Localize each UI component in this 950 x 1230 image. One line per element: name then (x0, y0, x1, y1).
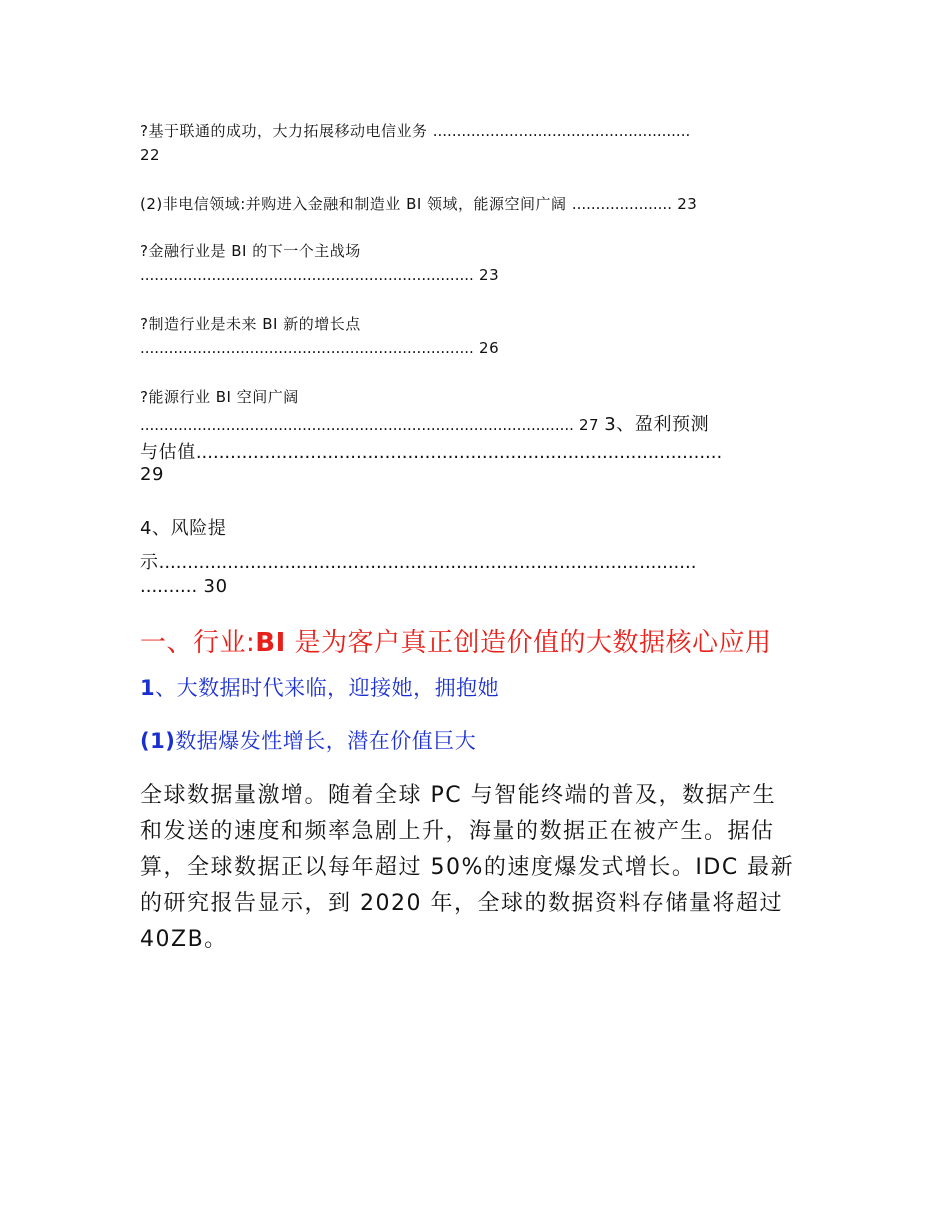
toc-entry-6[interactable]: 3、盈利预测 (604, 414, 710, 435)
toc-leader-line (140, 339, 499, 357)
toc-entry-6-cont (140, 438, 722, 464)
heading-text: 、大数据时代来临，迎接她，拥抱她 (155, 676, 500, 700)
heading-number: 1 (140, 676, 156, 700)
toc-entry-7[interactable]: 4、风险提 (140, 518, 227, 539)
toc-entry-1[interactable] (140, 120, 690, 141)
toc-leader-dots: ........................................................................................... (140, 416, 574, 434)
toc-leader-dots: ...................................................... (432, 122, 691, 140)
toc-leader-line (140, 266, 499, 284)
section-heading-1 (140, 622, 772, 659)
toc-page-number: 22 (140, 146, 161, 164)
toc-leader-dots: .............................................................................................. (158, 552, 697, 573)
toc-entry-4[interactable]: ?制造行业是未来 BI 新的增长点 (140, 315, 361, 333)
section-heading-3 (140, 725, 476, 755)
body-paragraph (140, 778, 820, 958)
toc-page-number: 29 (140, 464, 165, 485)
heading-prefix: 一、行业: (140, 628, 256, 658)
toc-entry-text: (2)非电信领域:并购进入金融和制造业 BI 领域，能源空间广阔 (140, 195, 567, 213)
section-heading-2 (140, 672, 499, 702)
heading-number: (1) (140, 729, 176, 753)
toc-entry-7-cont (140, 548, 696, 574)
paragraph-line: 40ZB。 (140, 927, 228, 952)
toc-entry-3[interactable]: ?金融行业是 BI 的下一个主战场 (140, 242, 361, 260)
toc-leader-dots: ..................... (571, 195, 672, 213)
toc-leader-dots: .......... (140, 576, 198, 597)
toc-page-number: 27 (579, 416, 600, 434)
toc-page-number: 23 (479, 266, 500, 284)
paragraph-line: 和发送的速度和频率急剧上升，海量的数据正在被产生。据估 (140, 819, 775, 844)
paragraph-line: 的研究报告显示，到 2020 年，全球的数据资料存储量将超过 (140, 891, 783, 916)
toc-leader-dots: ............................................................................................ (195, 442, 723, 463)
paragraph-line: 全球数据量激增。随着全球 PC 与智能终端的普及，数据产生 (140, 783, 777, 808)
heading-text: 数据爆发性增长，潜在价值巨大 (175, 729, 477, 753)
toc-entry-text: 示 (140, 552, 159, 573)
toc-page-number: 30 (203, 576, 228, 597)
toc-entry-text: 与估值 (140, 442, 196, 463)
toc-page-number: 26 (479, 339, 500, 357)
heading-text: 是为客户真正创造价值的大数据核心应用 (285, 628, 772, 658)
paragraph-line: 算，全球数据正以每年超过 50%的速度爆发式增长。IDC 最新 (140, 855, 795, 880)
toc-page-number: 23 (677, 195, 698, 213)
toc-leader-dots: ...................................................................... (140, 266, 474, 284)
toc-leader-dots: ...................................................................... (140, 339, 474, 357)
toc-leader-line (140, 410, 709, 436)
toc-entry-2[interactable] (140, 193, 697, 214)
toc-leader-line (140, 576, 228, 597)
heading-bold-term: BI (255, 628, 286, 658)
toc-entry-5[interactable]: ?能源行业 BI 空间广阔 (140, 388, 299, 406)
toc-entry-text: ?基于联通的成功，大力拓展移动电信业务 (140, 122, 428, 140)
